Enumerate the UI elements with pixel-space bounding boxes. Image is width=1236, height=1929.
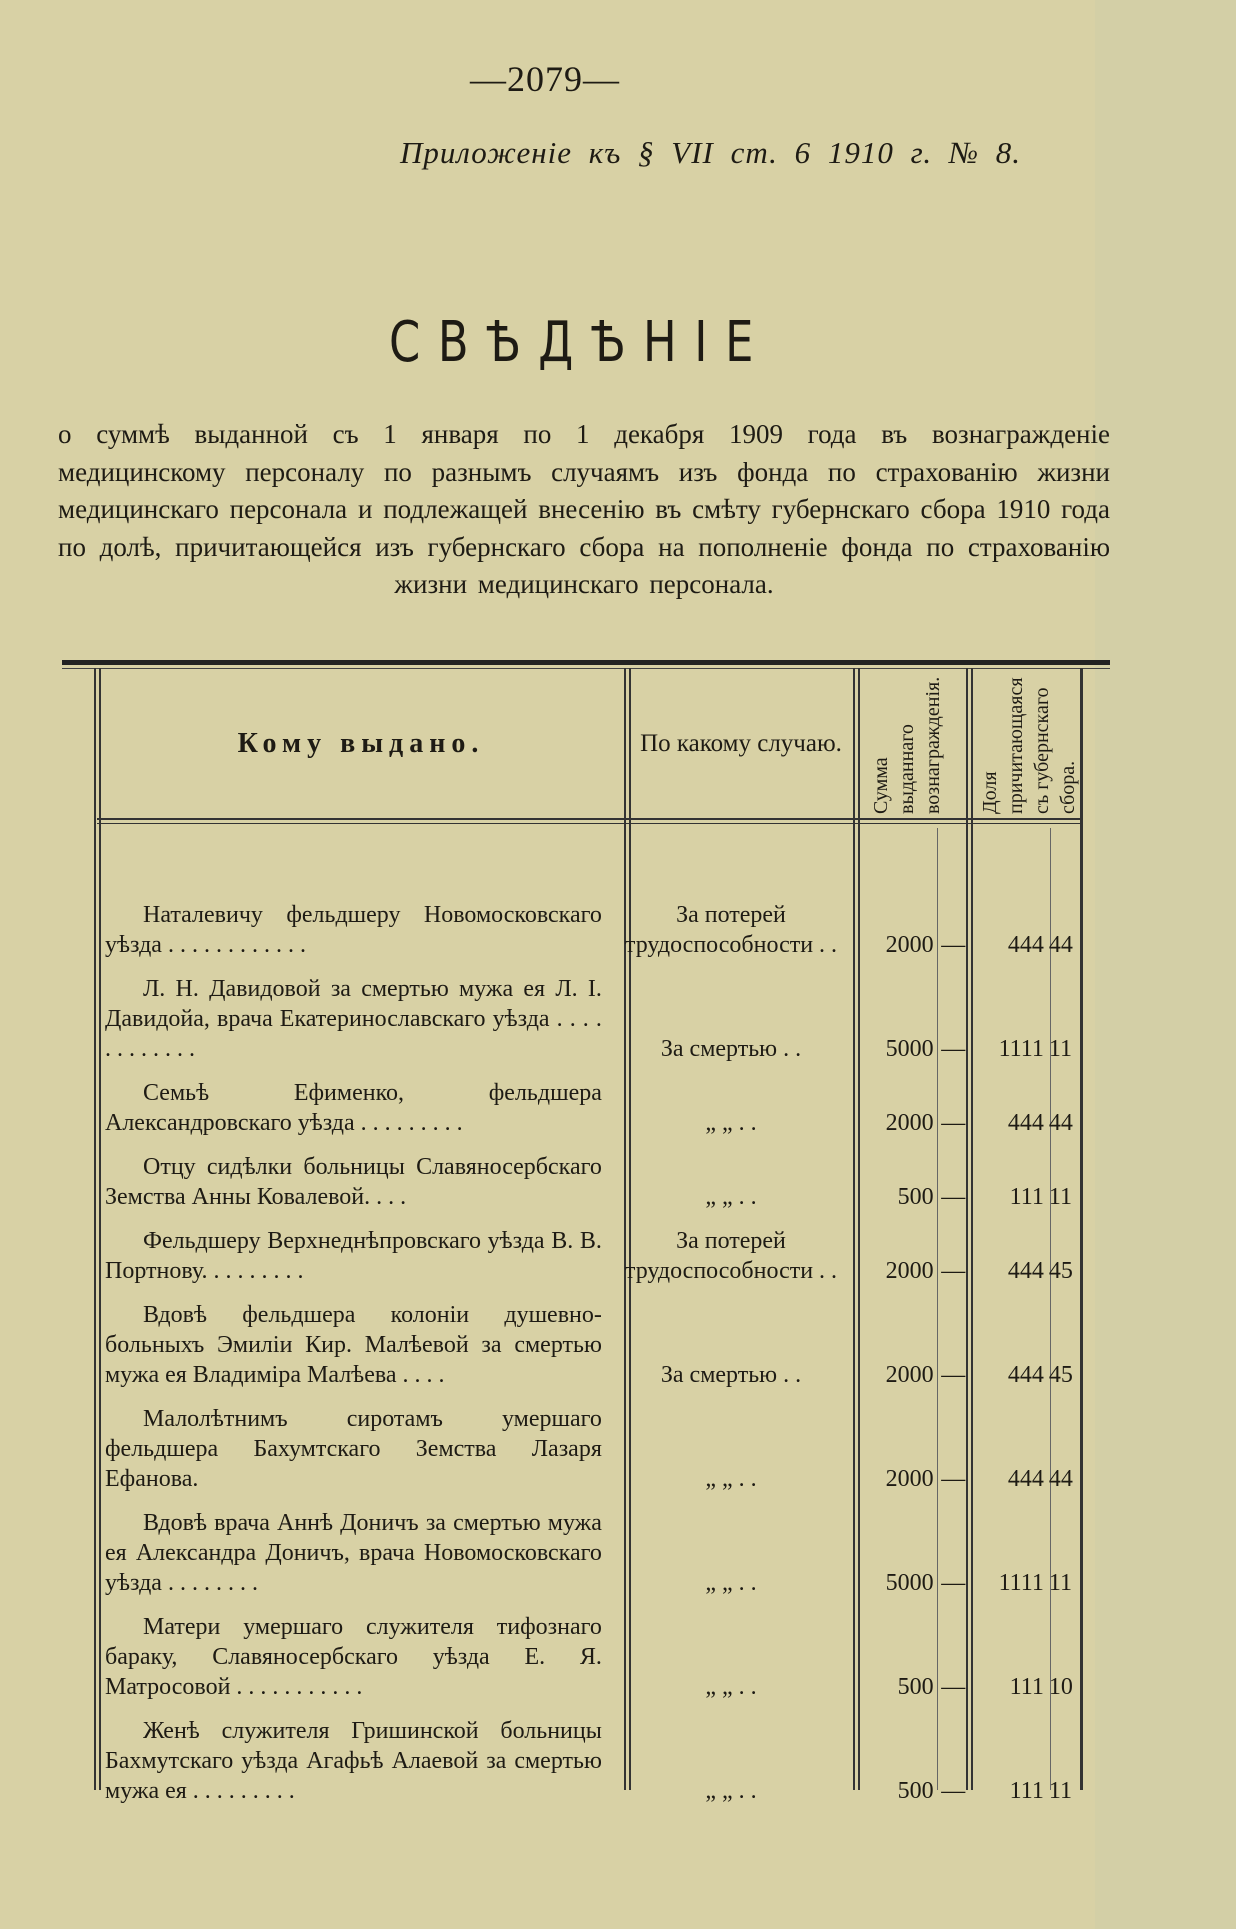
share-kopecks-cell: 11 <box>1048 1184 1072 1210</box>
header-share-text: Доля причитающаяся съ губернскаго сбора. <box>979 677 1079 814</box>
table-row <box>97 1064 1082 1138</box>
case-cell: За смертью . . <box>660 1036 802 1062</box>
share-rubles-cell: 444 <box>1007 1110 1044 1136</box>
header-recipient: Кому выдано. <box>237 728 485 759</box>
table-row <box>97 960 1082 1064</box>
table-row <box>97 1286 1082 1390</box>
table-top-rule-thin <box>62 668 1110 669</box>
share-kopecks-cell: 11 <box>1048 1570 1072 1596</box>
page-margin <box>1095 0 1236 1929</box>
header-sum <box>858 670 968 818</box>
sum-rubles-cell: 2000 <box>885 1362 934 1388</box>
share-kopecks-cell: 11 <box>1048 1036 1072 1062</box>
sum-rubles-cell: 2000 <box>885 932 934 958</box>
header-divider-thin <box>97 823 1082 824</box>
page-number: —2079— <box>470 59 620 99</box>
case-cell: За смертью . . <box>660 1362 802 1388</box>
header-share <box>972 670 1082 818</box>
share-rubles-cell: 444 <box>1007 932 1044 958</box>
sum-rubles-cell: 5000 <box>885 1570 934 1596</box>
share-rubles-cell: 111 <box>1009 1778 1044 1804</box>
table-row <box>97 1494 1082 1598</box>
document-title: СВѢДѢНІЕ <box>388 310 772 375</box>
case-cell: За потерей трудоспособности . . <box>624 902 838 958</box>
share-rubles-cell: 1111 <box>998 1036 1044 1062</box>
case-cell: „ „ . . <box>705 1674 757 1700</box>
table-row <box>97 1702 1082 1806</box>
recipient-cell: Женѣ служителя Гришинской больницы Бахмутскаго уѣзда Агафьѣ Алаевой за смертью мужа ея . . . . . . . . . <box>105 1718 602 1804</box>
sum-rubles-cell: 2000 <box>885 1110 934 1136</box>
table-row <box>97 1212 1082 1286</box>
table-left-border <box>94 668 96 1790</box>
sum-rubles-cell: 5000 <box>885 1036 934 1062</box>
recipient-cell: Малолѣтнимъ сиротамъ умершаго фельдшера Бахумтскаго Земства Лазаря Ефанова. <box>105 1406 602 1492</box>
recipient-cell: Фельдшеру Верхнеднѣпровскаго уѣзда В. В. Портнову. . . . . . . . . <box>105 1228 602 1284</box>
header-sum-text: Сумма выданнаго вознагражденія. <box>870 676 944 814</box>
sum-rubles-cell: 500 <box>897 1778 934 1804</box>
table-row <box>97 1598 1082 1702</box>
sum-rubles-cell: 2000 <box>885 1466 934 1492</box>
case-cell: „ „ . . <box>705 1778 757 1804</box>
sum-rubles-cell: 500 <box>897 1184 934 1210</box>
case-cell: „ „ . . <box>705 1110 757 1136</box>
case-cell: „ „ . . <box>705 1570 757 1596</box>
table-row <box>97 1138 1082 1212</box>
case-cell: За потерей трудоспособности . . <box>624 1228 838 1284</box>
sum-kopecks-cell: — <box>941 1258 966 1284</box>
share-kopecks-cell: 45 <box>1048 1258 1073 1284</box>
table-top-rule <box>62 660 1110 665</box>
case-cell: „ „ . . <box>705 1184 757 1210</box>
recipient-cell: Л. Н. Давидовой за смертью мужа ея Л. І. Давидойа, врача Екатеринославскаго уѣзда . . . . . . . . . . . . <box>105 976 602 1062</box>
share-kopecks-cell: 44 <box>1048 932 1073 958</box>
recipient-cell: Вдовѣ врача Аннѣ Доничъ за смертью мужа ея Александра Доничъ, врача Новомосковскаго уѣзда . . . . . . . . <box>105 1510 602 1596</box>
share-rubles-cell: 444 <box>1007 1466 1044 1492</box>
sum-rubles-cell: 500 <box>897 1674 934 1700</box>
share-rubles-cell: 111 <box>1009 1674 1044 1700</box>
recipient-cell: Матери умершаго служителя тифознаго бараку, Славяносербскаго уѣзда Е. Я. Матросовой . . . . . . . . . . . <box>105 1614 602 1700</box>
header-divider <box>97 818 1082 820</box>
share-rubles-cell: 1111 <box>998 1570 1044 1596</box>
appendix-reference: Приложеніе къ § VII ст. 6 1910 г. № 8. <box>400 135 1022 170</box>
table-row <box>97 1390 1082 1494</box>
sum-kopecks-cell: — <box>941 1184 966 1210</box>
sum-kopecks-cell: — <box>941 1778 966 1804</box>
share-rubles-cell: 444 <box>1007 1362 1044 1388</box>
sum-kopecks-cell: — <box>941 1466 966 1492</box>
sum-kopecks-cell: — <box>941 1036 966 1062</box>
share-kopecks-cell: 10 <box>1048 1674 1073 1700</box>
share-kopecks-cell: 11 <box>1048 1778 1072 1804</box>
case-cell: „ „ . . <box>705 1466 757 1492</box>
recipient-cell: Отцу сидѣлки больницы Славяносербскаго Земства Анны Ковалевой. . . . <box>105 1154 602 1210</box>
share-rubles-cell: 111 <box>1009 1184 1044 1210</box>
table-body <box>97 886 1082 1806</box>
table-row <box>97 886 1082 960</box>
sum-kopecks-cell: — <box>941 1110 966 1136</box>
header-case: По какому случаю. <box>640 730 842 757</box>
intro-paragraph: о суммѣ выданной съ 1 января по 1 декабря 1909 года въ вознагражденіе медицинскому персоналу по разнымъ случаямъ изъ фонда по страхованію жизни медицинскаго персонала и подлежащей внесенію въ смѣту губернскаго сбора 1910 года по долѣ, причитающейся изъ губернскаго сбора на пополненіе фонда по страхованію жизни медицинскаго персонала. <box>58 419 1110 599</box>
sum-kopecks-cell: — <box>941 1674 966 1700</box>
share-kopecks-cell: 45 <box>1048 1362 1073 1388</box>
sum-kopecks-cell: — <box>941 1362 966 1388</box>
sum-rubles-cell: 2000 <box>885 1258 934 1284</box>
recipient-cell: Наталевичу фельдшеру Новомосковскаго уѣзда . . . . . . . . . . . . <box>105 902 602 958</box>
recipient-cell: Вдовѣ фельдшера колоніи душевно-больныхъ Эмиліи Кир. Малѣевой за смертью мужа ея Владиміра Малѣева . . . . <box>105 1302 602 1388</box>
sum-kopecks-cell: — <box>941 1570 966 1596</box>
recipient-cell: Семьѣ Ефименко, фельдшера Александровскаго уѣзда . . . . . . . . . <box>105 1080 602 1136</box>
sum-kopecks-cell: — <box>941 932 966 958</box>
share-rubles-cell: 444 <box>1007 1258 1044 1284</box>
share-kopecks-cell: 44 <box>1048 1466 1073 1492</box>
share-kopecks-cell: 44 <box>1048 1110 1073 1136</box>
